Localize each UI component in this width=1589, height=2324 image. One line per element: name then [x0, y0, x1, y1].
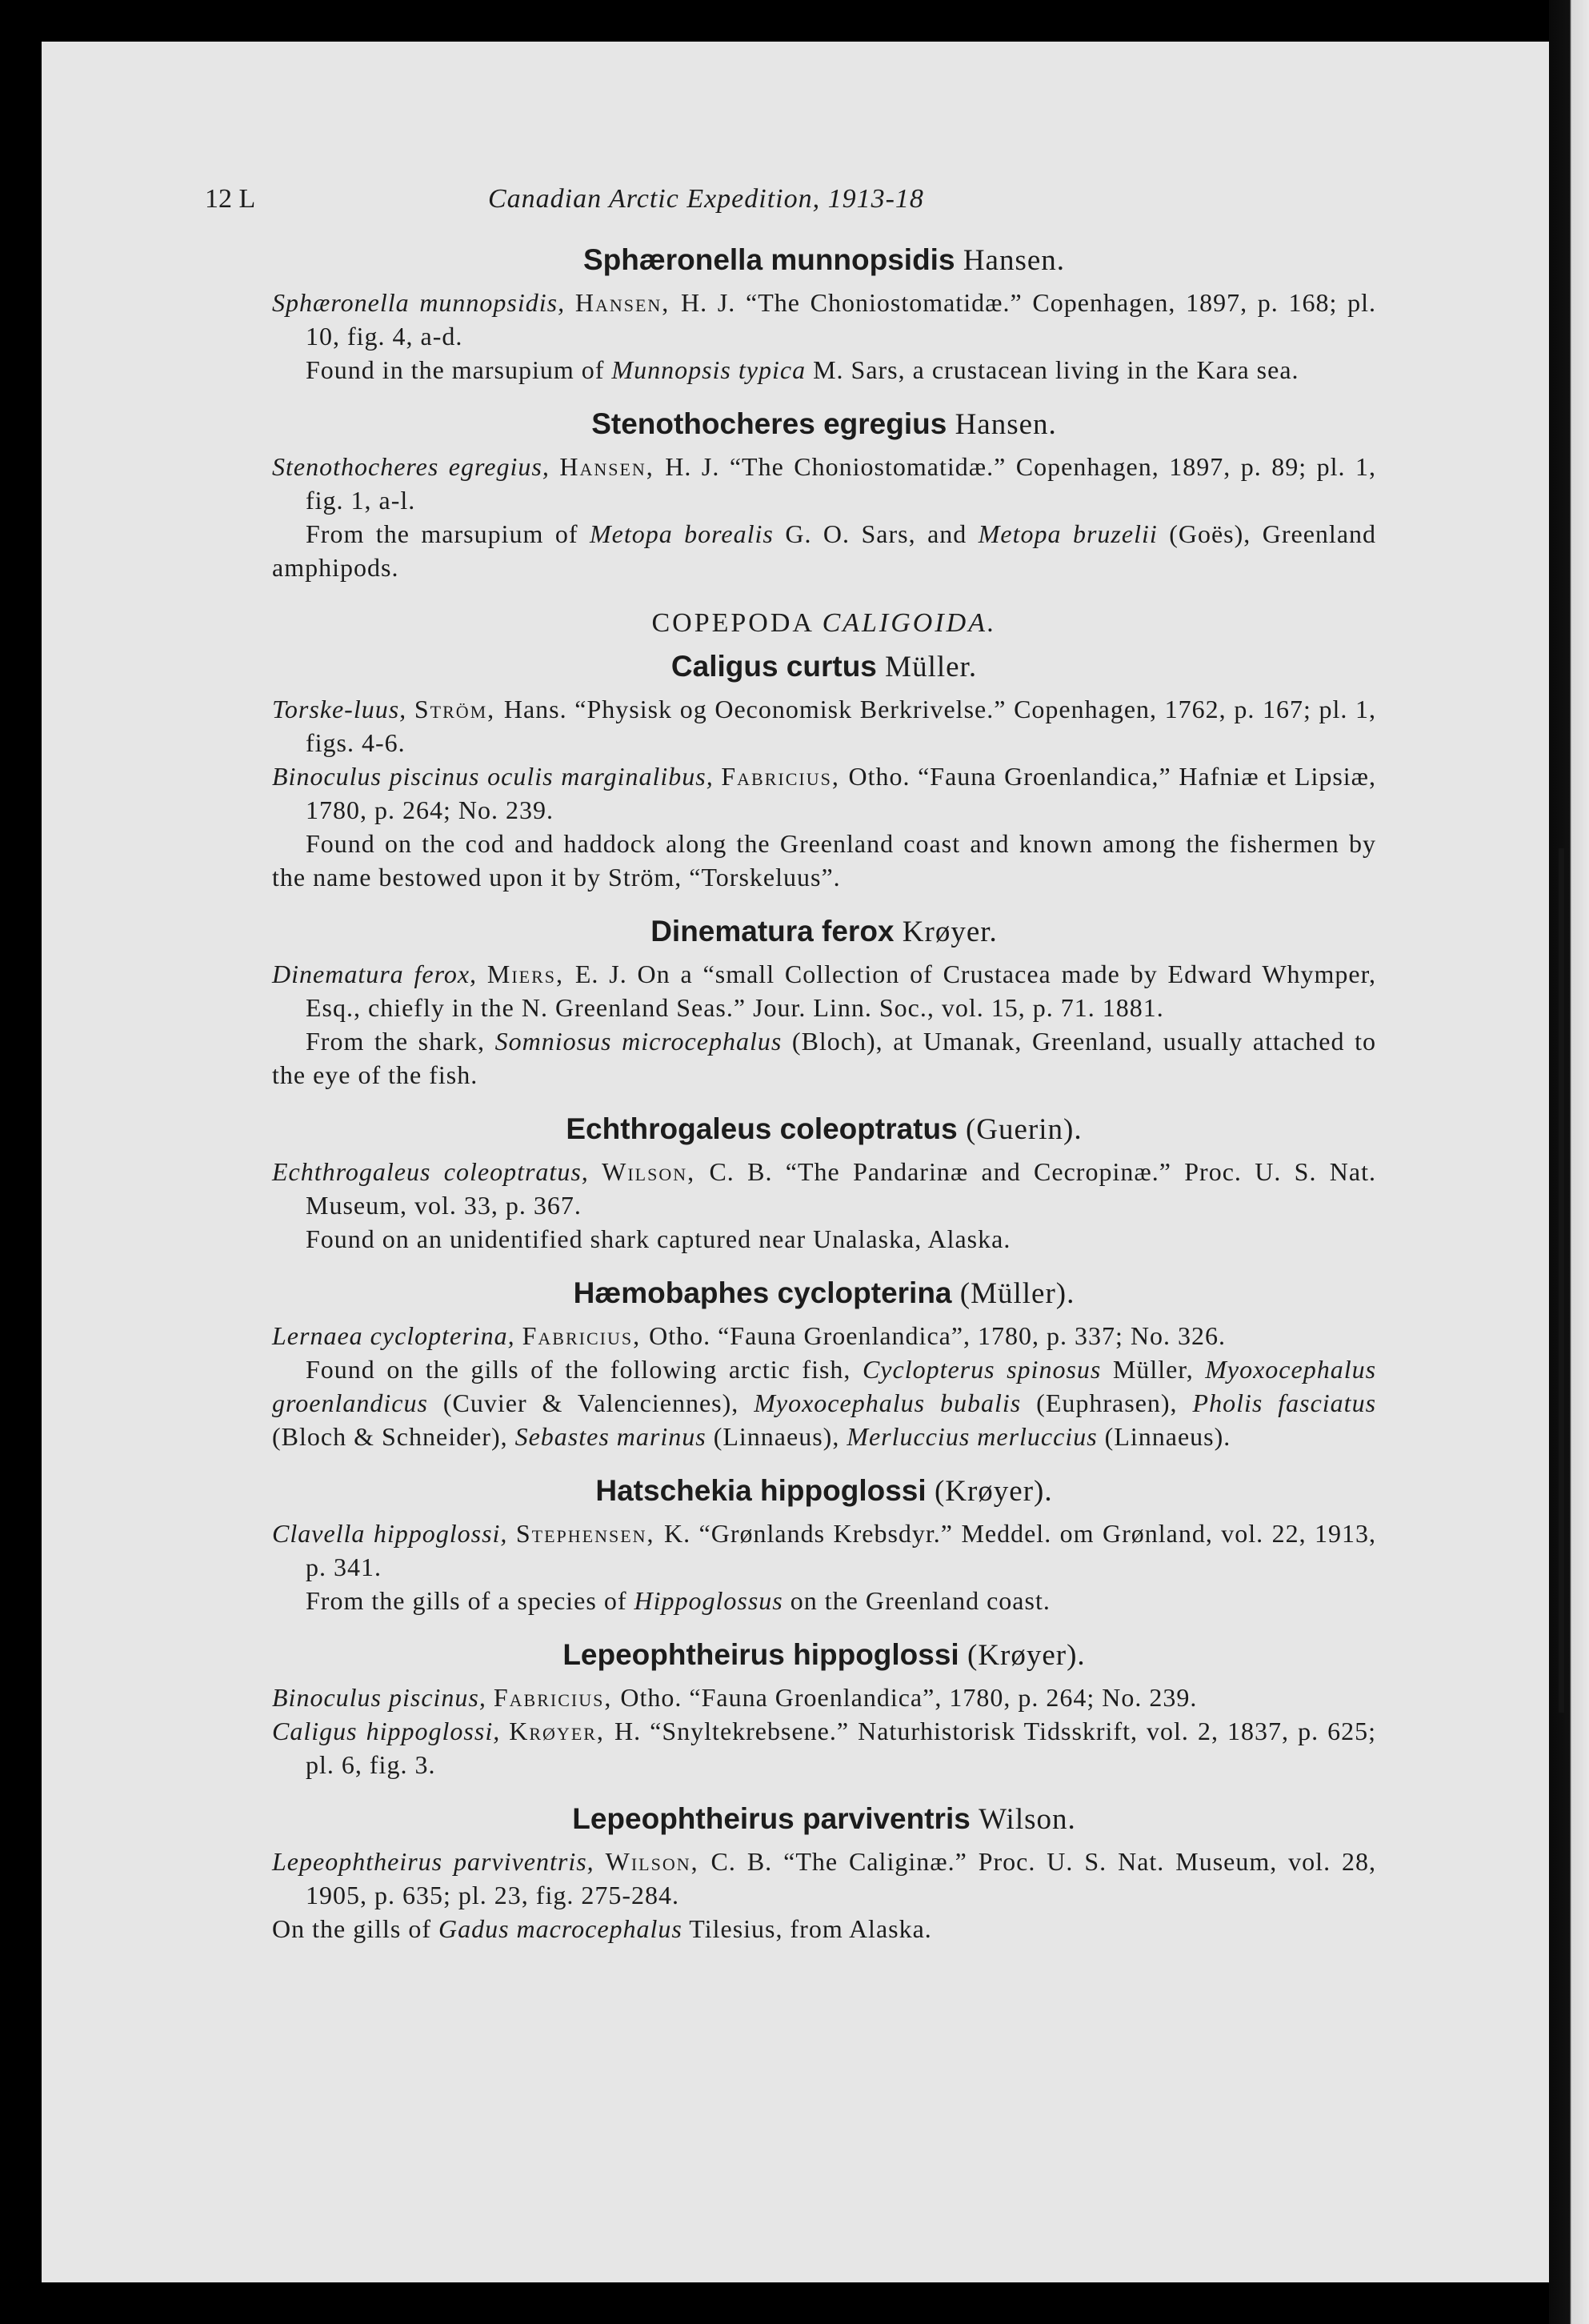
note-text: G. O. Sars, and	[773, 519, 979, 548]
note-text: (Linnaeus),	[706, 1422, 847, 1451]
bibliographic-reference	[272, 1714, 1376, 1781]
note-text: Found on the gills of the following arctic fish,	[306, 1355, 863, 1384]
section-heading	[272, 608, 1376, 639]
taxon-name: Munnopsis typica	[611, 355, 807, 384]
ref-author: Hansen,	[574, 288, 681, 317]
ref-citation: H. J. “The Choniostomatidæ.” Copenhagen, 1897, p. 89; pl. 1, fig. 1, a-l.	[306, 452, 1377, 515]
ref-author: Stephensen,	[515, 1519, 664, 1548]
taxon-name: Cyclopterus spinosus	[862, 1355, 1102, 1384]
ref-taxon: Binoculus piscinus oculis marginalibus,	[272, 762, 722, 791]
ref-citation: Hans. “Physisk og Oeconomisk Berkrivelse.” Copenhagen, 1762, p. 167; pl. 1, figs. 4-6.	[306, 695, 1377, 757]
bibliographic-reference	[272, 1517, 1376, 1584]
species-heading	[272, 1276, 1376, 1311]
species-heading	[272, 1638, 1376, 1673]
species-authority: Hansen.	[963, 244, 1066, 277]
occurrence-note	[272, 353, 1376, 387]
species-heading	[272, 650, 1376, 684]
species-entry	[272, 1802, 1376, 1945]
note-text: (Euphrasen),	[1021, 1388, 1193, 1417]
occurrence-note	[272, 1024, 1376, 1092]
running-head	[205, 184, 1376, 232]
species-authority: (Krøyer).	[934, 1475, 1053, 1508]
note-text: On the gills of	[272, 1914, 438, 1943]
species-entry	[272, 243, 1376, 387]
species-name: Lepeophtheirus parviventris	[572, 1802, 979, 1835]
taxon-name: Pholis fasciatus	[1192, 1388, 1377, 1417]
occurrence-note	[272, 827, 1376, 894]
running-title: Canadian Arctic Expedition, 1913-18	[488, 184, 924, 214]
species-entry	[272, 1638, 1376, 1781]
species-entry	[272, 1276, 1376, 1453]
ref-taxon: Dinematura ferox,	[272, 960, 487, 988]
species-name: Stenothocheres egregius	[591, 407, 955, 440]
species-name: Caligus curtus	[670, 650, 886, 683]
bibliographic-reference	[272, 1155, 1376, 1222]
ref-taxon: Caligus hippoglossi,	[272, 1717, 510, 1745]
species-entry	[272, 1474, 1376, 1617]
entries-group-2	[272, 650, 1376, 1945]
ref-taxon: Binoculus piscinus,	[272, 1683, 494, 1712]
taxon-name: Hippoglossus	[634, 1586, 783, 1615]
species-name: Hæmobaphes cyclopterina	[573, 1276, 960, 1309]
note-text: From the shark,	[306, 1027, 495, 1056]
note-text: (Bloch), at Umanak, Greenland, usually attached to the eye of the fish.	[272, 1027, 1377, 1089]
species-name: Dinematura ferox	[650, 915, 903, 948]
species-authority: Wilson.	[979, 1803, 1076, 1836]
ref-citation: C. B. “The Caliginæ.” Proc. U. S. Nat. Museum, vol. 28, 1905, p. 635; pl. 23, fig. 275-284.	[306, 1847, 1377, 1909]
ref-author: Wilson,	[602, 1157, 710, 1186]
ref-taxon: Lernaea cyclopterina,	[272, 1321, 522, 1350]
note-text: (Goës), Greenland amphipods.	[272, 519, 1377, 582]
taxon-name: Myoxocephalus groenlandicus	[272, 1355, 1377, 1417]
species-entry	[272, 407, 1376, 584]
ref-taxon: Sphæronella munnopsidis,	[272, 288, 575, 317]
bibliographic-reference	[272, 692, 1376, 759]
bibliographic-reference	[272, 286, 1376, 353]
page-content	[205, 184, 1377, 1966]
species-entry	[272, 915, 1376, 1092]
binding-shadow	[1559, 848, 1564, 1713]
ref-taxon: Stenothocheres egregius,	[272, 452, 560, 481]
taxon-name: Metopa bruzelii	[978, 519, 1158, 548]
species-name: Hatschekia hippoglossi	[595, 1474, 935, 1507]
bibliographic-reference	[272, 759, 1376, 827]
ref-citation: Otho. “Fauna Groenlandica”, 1780, p. 264; No. 239.	[620, 1683, 1198, 1712]
ref-citation: E. J. On a “small Collection of Crustacea made by Edward Whymper, Esq., chiefly in the N. Greenland Seas.” Jour. Linn. Soc., vol. 15, p. 71. 1881.	[306, 960, 1376, 1022]
note-text: From the gills of a species of	[306, 1586, 634, 1615]
ref-citation: C. B. “The Pandarinæ and Cecropinæ.” Proc. U. S. Nat. Museum, vol. 33, p. 367.	[306, 1157, 1377, 1220]
bibliographic-reference	[272, 1319, 1376, 1352]
ref-author: Krøyer,	[509, 1717, 614, 1745]
ref-author: Miers,	[486, 960, 575, 988]
species-entry	[272, 650, 1376, 894]
note-text: Tilesius, from Alaska.	[682, 1914, 932, 1943]
ref-author: Hansen,	[559, 452, 666, 481]
ref-citation: K. “Grønlands Krebsdyr.” Meddel. om Grønland, vol. 22, 1913, p. 341.	[306, 1519, 1377, 1581]
occurrence-line	[272, 1912, 1376, 1945]
species-heading	[272, 915, 1376, 949]
note-text: Müller,	[1101, 1355, 1206, 1384]
species-authority: (Guerin).	[965, 1113, 1083, 1146]
occurrence-note	[272, 517, 1376, 584]
ref-taxon: Echthrogaleus coleoptratus,	[272, 1157, 602, 1186]
note-text: Found in the marsupium of	[306, 355, 612, 384]
ref-citation: H. J. “The Choniostomatidæ.” Copenhagen, 1897, p. 168; pl. 10, fig. 4, a-d.	[306, 288, 1376, 351]
section-heading-plain: COPEPODA	[651, 608, 814, 638]
bibliographic-reference	[272, 450, 1376, 517]
ref-author: Ström,	[414, 695, 504, 723]
note-text: Found on an unidentified shark captured near Unalaska, Alaska.	[306, 1224, 1011, 1253]
species-heading	[272, 407, 1376, 442]
species-authority: Krøyer.	[902, 916, 998, 948]
species-authority: (Müller).	[959, 1277, 1075, 1310]
note-text: From the marsupium of	[306, 519, 590, 548]
ref-taxon: Clavella hippoglossi,	[272, 1519, 516, 1548]
species-name: Sphæronella munnopsidis	[582, 243, 963, 276]
taxon-name: Somniosus microcephalus	[494, 1027, 782, 1056]
species-heading	[272, 1474, 1376, 1509]
ref-taxon: Lepeophtheirus parviventris,	[272, 1847, 606, 1876]
note-text: (Linnaeus).	[1097, 1422, 1231, 1451]
note-text: Found on the cod and haddock along the Greenland coast and known among the fishermen by the name bestowed upon it by Ström, “Torskeluus”.	[272, 829, 1376, 892]
occurrence-note	[272, 1222, 1376, 1256]
note-text: on the Greenland coast.	[782, 1586, 1051, 1615]
ref-author: Fabricius,	[493, 1683, 621, 1712]
species-heading	[272, 243, 1376, 278]
taxon-name: Metopa borealis	[589, 519, 774, 548]
ref-citation: Otho. “Fauna Groenlandica,” Hafniæ et Lipsiæ, 1780, p. 264; No. 239.	[306, 762, 1377, 824]
page-number: 12 L	[205, 184, 256, 214]
ref-taxon: Torske-luus,	[272, 695, 414, 723]
ref-author: Wilson,	[605, 1847, 711, 1876]
bibliographic-reference	[272, 1681, 1376, 1714]
species-heading	[272, 1112, 1376, 1147]
bibliographic-reference	[272, 957, 1376, 1024]
entries-group-1	[272, 243, 1376, 584]
occurrence-note	[272, 1352, 1376, 1453]
species-heading	[272, 1802, 1376, 1837]
taxon-name: Merluccius merluccius	[847, 1422, 1098, 1451]
taxon-name: Gadus macrocephalus	[438, 1914, 682, 1943]
occurrence-note	[272, 1584, 1376, 1617]
note-text: M. Sars, a crustacean living in the Kara sea.	[806, 355, 1299, 384]
species-authority: Hansen.	[955, 408, 1057, 441]
ref-citation: H. “Snyltekrebsene.” Naturhistorisk Tidsskrift, vol. 2, 1837, p. 625; pl. 6, fig. 3.	[306, 1717, 1377, 1779]
taxon-name: Myoxocephalus bubalis	[754, 1388, 1022, 1417]
note-text: (Bloch & Schneider),	[272, 1422, 515, 1451]
bibliographic-reference	[272, 1845, 1376, 1912]
species-name: Echthrogaleus coleoptratus	[566, 1112, 966, 1145]
ref-author: Fabricius,	[721, 762, 849, 791]
taxon-name: Sebastes marinus	[514, 1422, 706, 1451]
note-text: (Cuvier & Valenciennes),	[427, 1388, 754, 1417]
species-authority: Müller.	[885, 651, 978, 683]
section-heading-italic: CALIGOIDA.	[822, 608, 997, 638]
species-name: Lepeophtheirus hippoglossi	[562, 1638, 967, 1671]
ref-citation: Otho. “Fauna Groenlandica”, 1780, p. 337; No. 326.	[649, 1321, 1227, 1350]
species-authority: (Krøyer).	[967, 1639, 1086, 1672]
species-entry	[272, 1112, 1376, 1256]
ref-author: Fabricius,	[522, 1321, 650, 1350]
facing-page-edge	[1549, 0, 1589, 2324]
